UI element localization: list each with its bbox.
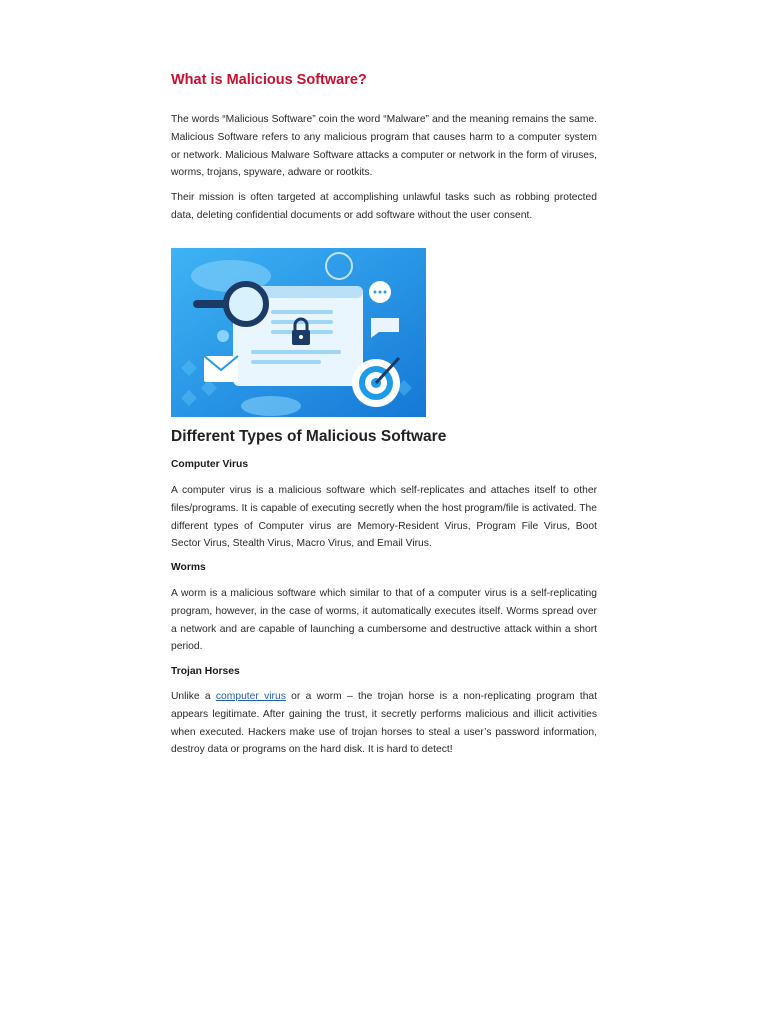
computer-virus-paragraph: A computer virus is a malicious software which self-replicates and attaches itself to other files/programs. It is capable of executing secretly when the host program/file is activated. The different types of Computer virus are Memory-Resident Virus, Program File Virus, Boot Sector Virus, Stealth Virus, Macro Virus, and Email Virus.: [171, 485, 597, 550]
computer-virus-link[interactable]: computer virus: [215, 691, 286, 702]
article-title: What is Malicious Software?: [171, 72, 367, 88]
trojan-horses-paragraph: [171, 688, 597, 759]
worms-heading: Worms: [171, 562, 206, 573]
trojan-text-before-link: Unlike a: [171, 691, 216, 702]
computer-virus-heading: Computer Virus: [171, 459, 249, 470]
types-heading: Different Types of Malicious Software: [171, 428, 447, 445]
trojan-text-after-link: or a worm – the trojan horse is a non-replicating program that appears legitimate. After gaining the trust, it secretly performs malicious and illicit activities when executed. Hackers make use of trojan horses to steal a user’s password information, destroy data or programs on the hard disk. It is hard to detect!: [171, 691, 598, 756]
worms-paragraph: A worm is a malicious software which similar to that of a computer virus is a self-replicating program, however, in the case of worms, it automatically executes itself. Worms spread over a network and are capable of launching a cumbersome and destructive attack within a short period.: [171, 588, 597, 653]
trojan-horses-heading: Trojan Horses: [171, 666, 240, 677]
mission-paragraph: Their mission is often targeted at accomplishing unlawful tasks such as robbing protected data, deleting confidential documents or add software without the user consent.: [171, 192, 597, 221]
malware-security-illustration: [171, 248, 426, 417]
intro-paragraph: The words “Malicious Software” coin the word “Malware” and the meaning remains the same. Malicious Software refers to any malicious program that causes harm to a computer system or network. Malicious Malware Software attacks a computer or network in the form of viruses, worms, trojans, spyware, adware or rootkits.: [171, 114, 597, 179]
